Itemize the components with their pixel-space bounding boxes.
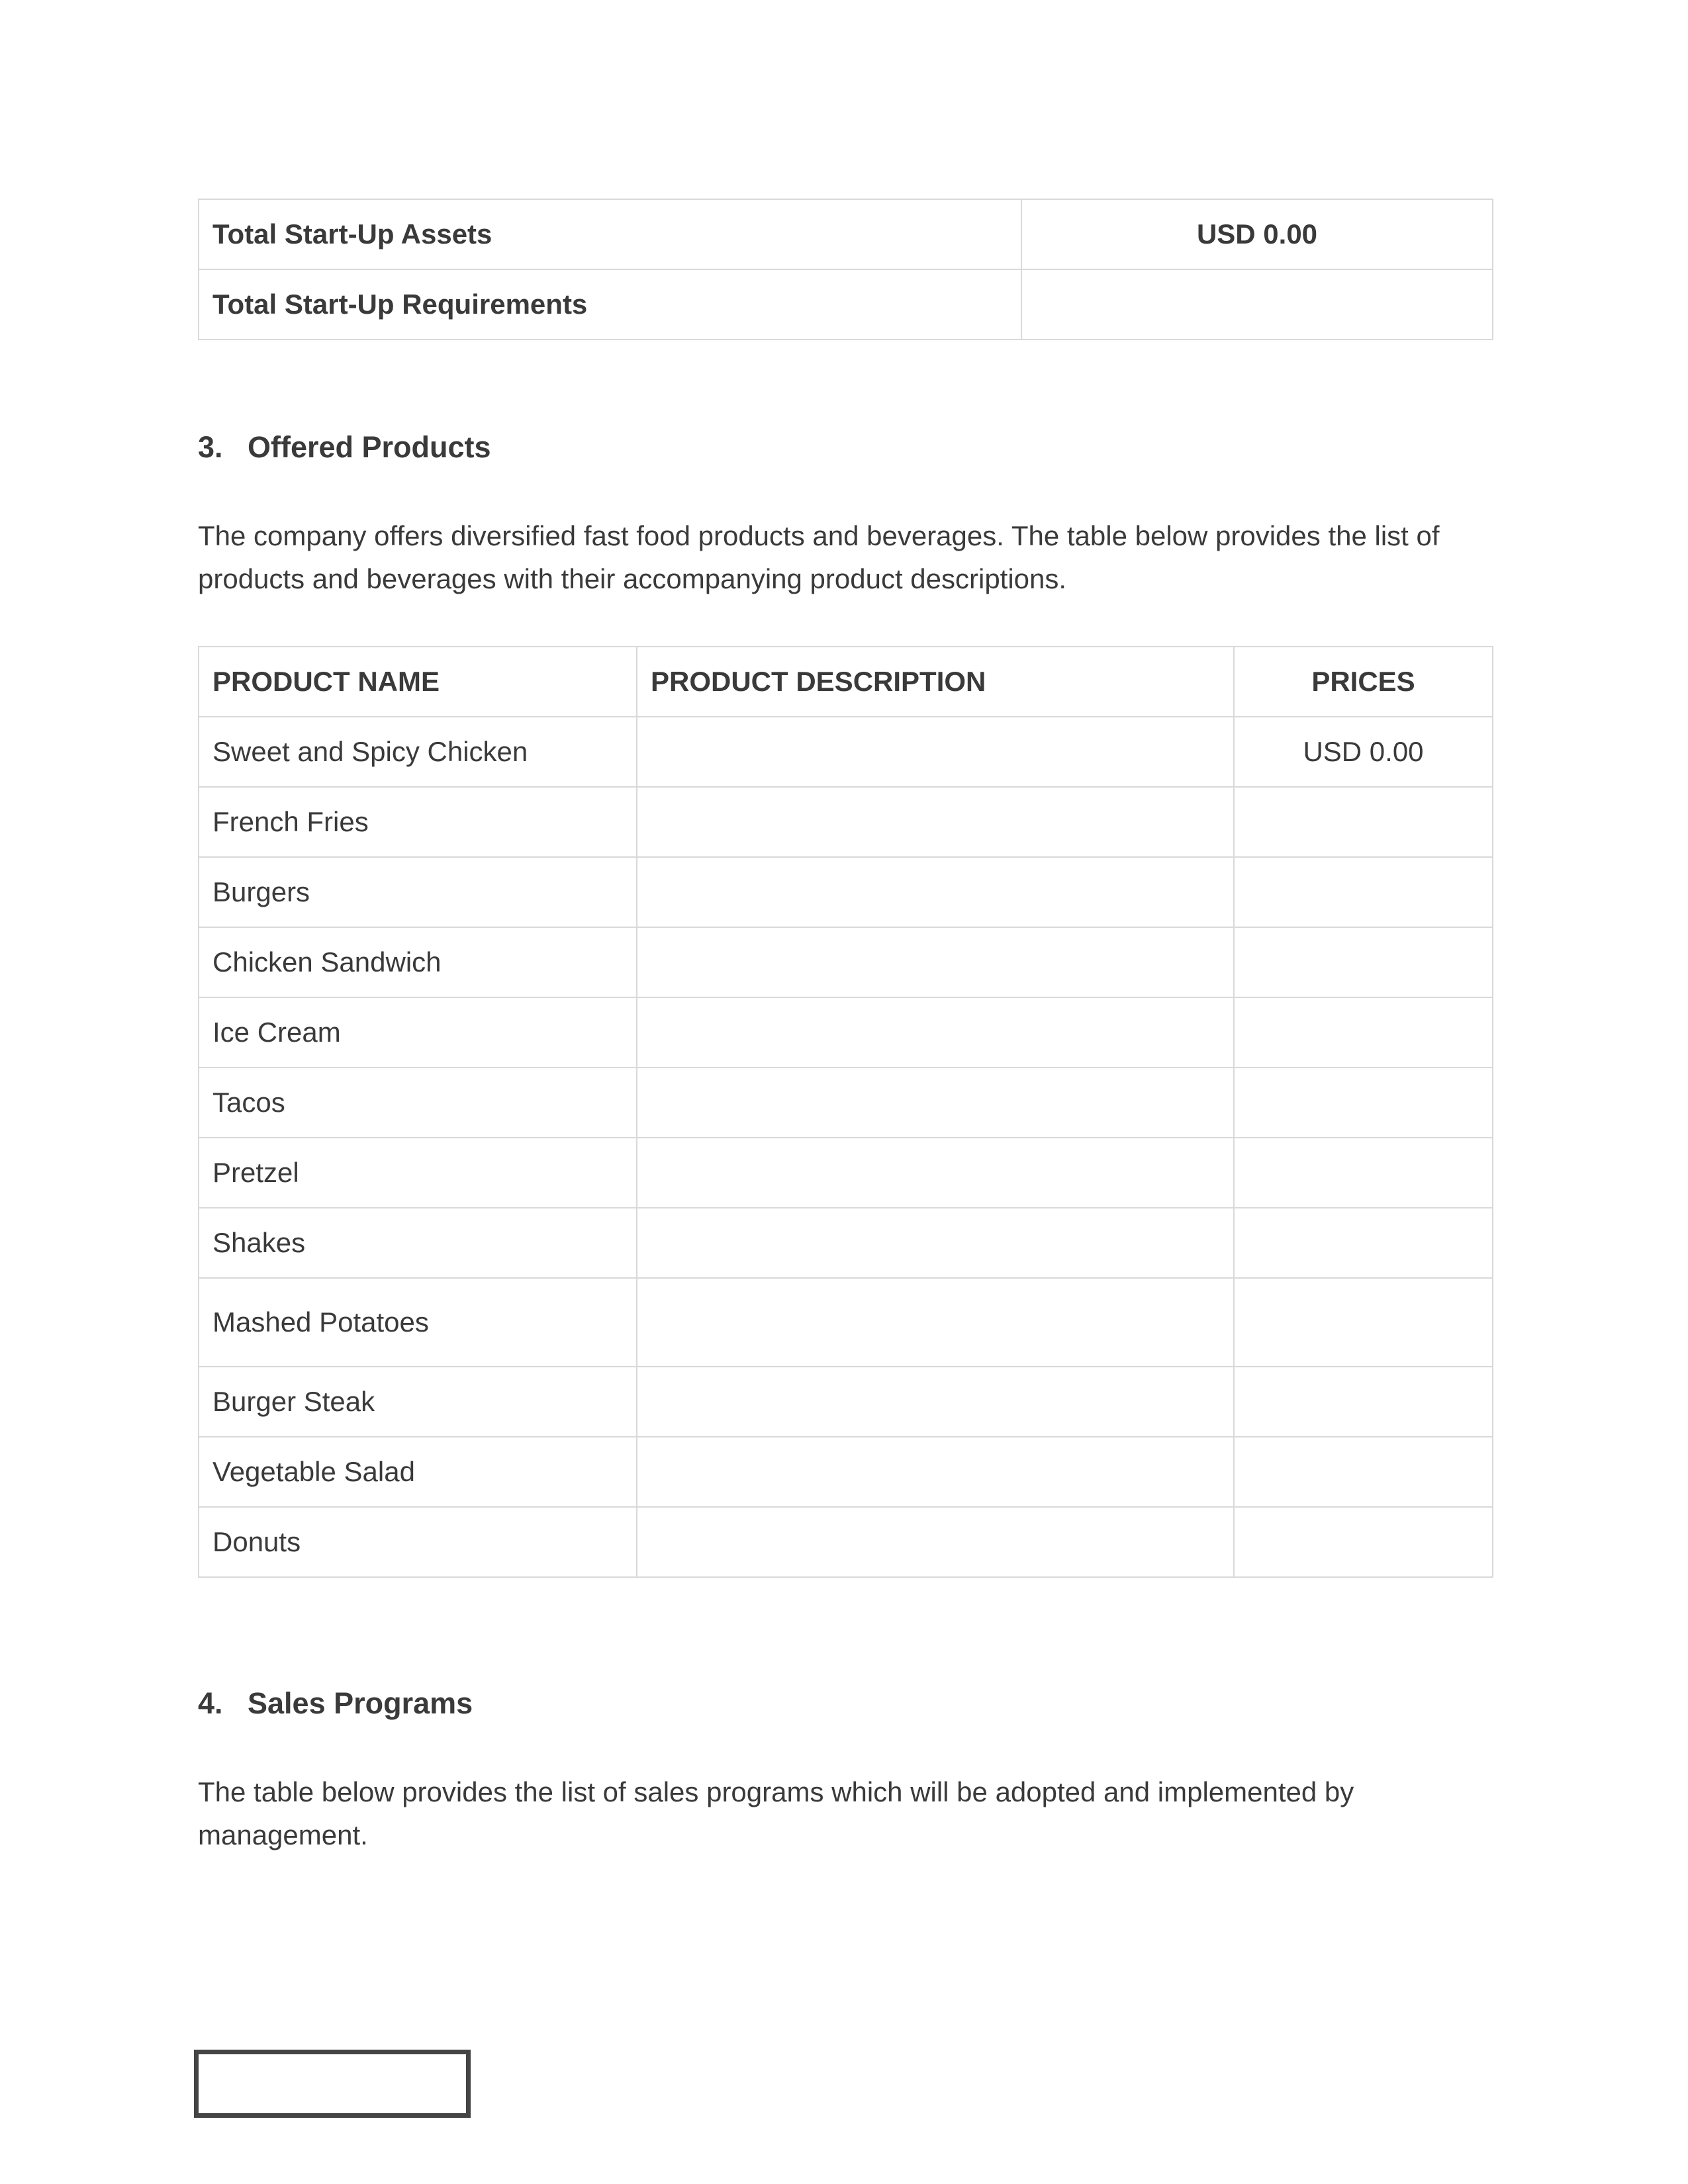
table-row: [199, 1367, 1493, 1437]
section-number: 4.: [198, 1686, 223, 1720]
product-name-cell: Pretzel: [199, 1138, 637, 1208]
product-name-cell: Burgers: [199, 857, 637, 927]
product-price-cell: [1234, 857, 1493, 927]
summary-value: USD 0.00: [1021, 199, 1493, 269]
table-row: [199, 1507, 1493, 1577]
table-header-row: [199, 647, 1493, 717]
product-price-cell: [1234, 1068, 1493, 1138]
section-4-paragraph: The table below provides the list of sales programs which will be adopted and implemented by management.: [198, 1776, 1354, 1850]
summary-value: [1021, 269, 1493, 340]
section-title: Offered Products: [248, 430, 491, 464]
table-row: [199, 717, 1493, 787]
product-name-cell: Chicken Sandwich: [199, 927, 637, 997]
product-price-cell: [1234, 1278, 1493, 1367]
product-name-cell: Burger Steak: [199, 1367, 637, 1437]
product-name-cell: Shakes: [199, 1208, 637, 1278]
product-description-cell: [637, 857, 1234, 927]
product-description-cell: [637, 1068, 1234, 1138]
product-price-cell: [1234, 997, 1493, 1068]
product-price-cell: [1234, 1208, 1493, 1278]
product-name-cell: Sweet and Spicy Chicken: [199, 717, 637, 787]
product-price-cell: [1234, 1138, 1493, 1208]
table-row: [199, 269, 1493, 340]
product-description-cell: [637, 1138, 1234, 1208]
table-row: [199, 1068, 1493, 1138]
product-name-cell: Mashed Potatoes: [199, 1278, 637, 1367]
product-description-cell: [637, 717, 1234, 787]
product-description-cell: [637, 1208, 1234, 1278]
product-description-cell: [637, 997, 1234, 1068]
table-row: [199, 857, 1493, 927]
startup-summary-table: [198, 199, 1493, 340]
product-price-cell: [1234, 1367, 1493, 1437]
summary-label: Total Start-Up Requirements: [199, 269, 1021, 340]
product-description-cell: [637, 1278, 1234, 1367]
section-4-heading: [198, 1686, 473, 1721]
table-row: [199, 1278, 1493, 1367]
column-header-product-name: PRODUCT NAME: [199, 647, 637, 717]
table-row: [199, 1437, 1493, 1507]
product-name-cell: Vegetable Salad: [199, 1437, 637, 1507]
section-3-heading: [198, 430, 491, 465]
section-title: Sales Programs: [248, 1686, 473, 1720]
product-name-cell: Ice Cream: [199, 997, 637, 1068]
product-price-cell: [1234, 787, 1493, 857]
table-row: [199, 199, 1493, 269]
footer-box: [194, 2050, 471, 2118]
product-price-cell: USD 0.00: [1234, 717, 1493, 787]
product-description-cell: [637, 1507, 1234, 1577]
product-description-cell: [637, 927, 1234, 997]
column-header-prices: PRICES: [1234, 647, 1493, 717]
table-row: [199, 787, 1493, 857]
product-name-cell: Tacos: [199, 1068, 637, 1138]
column-header-product-description: PRODUCT DESCRIPTION: [637, 647, 1234, 717]
section-number: 3.: [198, 430, 223, 464]
table-row: [199, 997, 1493, 1068]
product-name-cell: French Fries: [199, 787, 637, 857]
table-row: [199, 927, 1493, 997]
product-name-cell: Donuts: [199, 1507, 637, 1577]
product-price-cell: [1234, 1507, 1493, 1577]
product-description-cell: [637, 1437, 1234, 1507]
table-row: [199, 1208, 1493, 1278]
table-row: [199, 1138, 1493, 1208]
product-price-cell: [1234, 927, 1493, 997]
product-description-cell: [637, 787, 1234, 857]
product-price-cell: [1234, 1437, 1493, 1507]
product-description-cell: [637, 1367, 1234, 1437]
offered-products-table: [198, 646, 1493, 1578]
section-3-paragraph: The company offers diversified fast food products and beverages. The table below provides the list of products and beverages with their accompanying product descriptions.: [198, 520, 1440, 594]
summary-label: Total Start-Up Assets: [199, 199, 1021, 269]
